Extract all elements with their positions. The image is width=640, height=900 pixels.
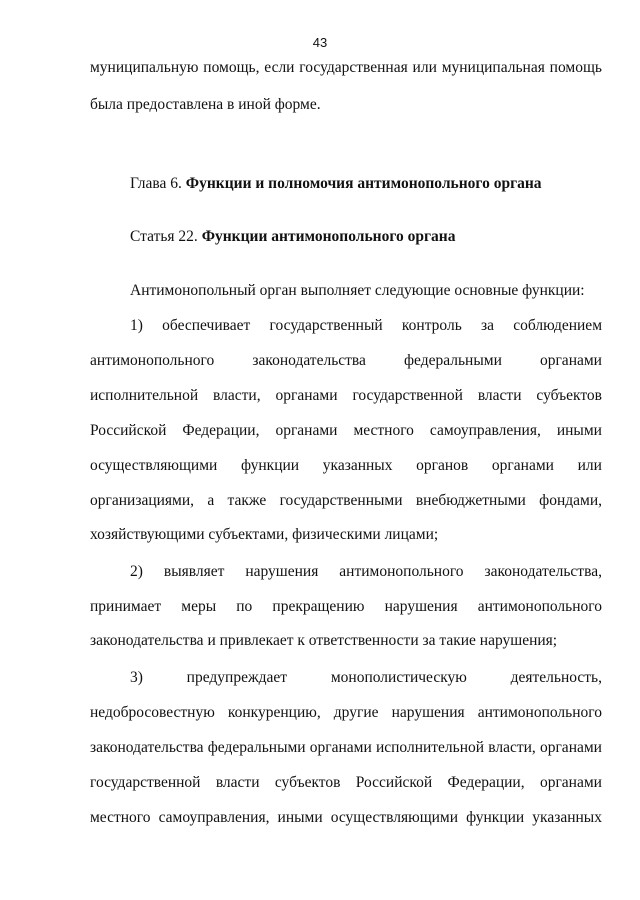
word: функции: [240, 457, 300, 474]
word: местного: [90, 809, 151, 826]
word: иными: [556, 422, 602, 439]
word: монополистическую: [330, 669, 467, 686]
text-line: [130, 316, 602, 336]
word: конкуренцию,: [227, 704, 321, 721]
word: органов: [416, 457, 469, 474]
word: также: [227, 492, 267, 509]
word: субъектов: [274, 774, 341, 791]
word: нарушения: [245, 563, 319, 580]
word: антимонопольного: [477, 598, 602, 615]
text-line: законодательства и привлекает к ответственности за такие нарушения;: [90, 632, 558, 649]
word: указанных: [322, 457, 393, 474]
word: функции: [466, 809, 525, 826]
word: органами: [309, 739, 372, 756]
word: органами: [539, 774, 602, 791]
word: нарушения: [384, 598, 458, 615]
word: исполнительной: [90, 387, 199, 404]
word: предупреждает: [186, 669, 288, 686]
word: государственной: [90, 774, 201, 791]
word: если: [264, 59, 295, 76]
word: недобросовестную: [90, 704, 215, 721]
word: муниципальная: [441, 59, 545, 76]
text-line: [90, 58, 602, 78]
word: выявляет: [163, 563, 225, 580]
word: власти,: [213, 387, 261, 404]
word: фондами,: [539, 492, 602, 509]
text-line: [90, 491, 602, 511]
word: организациями,: [90, 492, 195, 509]
word: иными: [277, 809, 323, 826]
article-heading: [130, 227, 602, 247]
word: указанных: [532, 809, 602, 826]
text-line: Антимонопольный орган выполняет следующие основные функции:: [130, 282, 585, 299]
word: помощь,: [203, 59, 260, 76]
word: исполнительной: [375, 739, 485, 756]
word: осуществляющими: [330, 809, 459, 826]
text-line: [90, 456, 602, 476]
word: органами: [275, 387, 338, 404]
word: муниципальную: [90, 59, 199, 76]
word: органами: [539, 739, 602, 756]
word: законодательства: [252, 352, 366, 369]
word: внебюджетными: [415, 492, 526, 509]
text-line: [130, 562, 602, 582]
word: государственными: [279, 492, 403, 509]
word: власти,: [488, 739, 536, 756]
word: государственная: [299, 59, 408, 76]
word: самоуправления,: [158, 809, 270, 826]
text-line: [130, 668, 602, 688]
word: помощь: [549, 59, 602, 76]
word: субъектов: [536, 387, 602, 404]
text-line: [90, 386, 602, 406]
word: а: [207, 492, 215, 509]
text-line: [90, 421, 602, 441]
word: самоуправления,: [429, 422, 541, 439]
word: Российской: [355, 774, 433, 791]
word: антимонопольного: [339, 563, 464, 580]
word: власти: [477, 387, 522, 404]
word: 3): [130, 669, 143, 686]
word: власти: [215, 774, 260, 791]
word: государственной: [352, 387, 463, 404]
word: осуществляющими: [90, 457, 218, 474]
word: 2): [130, 563, 143, 580]
word: антимонопольного: [90, 352, 215, 369]
word: органами: [491, 457, 554, 474]
word: законодательства: [90, 739, 204, 756]
word: нарушения: [391, 704, 465, 721]
word: законодательства,: [484, 563, 602, 580]
article-prefix: Статья 22.: [130, 228, 198, 245]
text-line: [90, 773, 602, 793]
article-title: Функции антимонопольного органа: [201, 228, 456, 245]
word: соблюдением: [513, 317, 602, 334]
word: органами: [275, 422, 338, 439]
text-line: [90, 703, 602, 723]
word: федеральными: [207, 739, 306, 756]
word: 1): [130, 317, 143, 334]
word: государственный: [269, 317, 383, 334]
word: или: [412, 59, 437, 76]
word: органами: [539, 352, 602, 369]
word: Российской: [90, 422, 167, 439]
text-line: [90, 597, 602, 617]
word: прекращению: [272, 598, 365, 615]
word: Федерации,: [182, 422, 260, 439]
word: меры: [181, 598, 217, 615]
text-line: [90, 738, 602, 758]
word: обеспечивает: [162, 317, 251, 334]
chapter-title: Функции и полномочия антимонопольного органа: [185, 175, 542, 192]
word: Федерации,: [447, 774, 525, 791]
text-line: была предоставлена в иной форме.: [90, 96, 321, 113]
word: контроль: [401, 317, 462, 334]
text-line: [90, 808, 602, 828]
page-number: 43: [312, 35, 328, 50]
chapter-prefix: Глава 6.: [130, 175, 182, 192]
word: антимонопольного: [477, 704, 602, 721]
word: местного: [353, 422, 414, 439]
text-line: [90, 351, 602, 371]
word: федеральными: [404, 352, 502, 369]
text-line: хозяйствующими субъектами, физическими лицами;: [90, 526, 439, 543]
word: или: [577, 457, 602, 474]
word: за: [481, 317, 495, 334]
chapter-heading: [130, 174, 602, 194]
word: по: [236, 598, 253, 615]
word: другие: [333, 704, 379, 721]
word: принимает: [90, 598, 162, 615]
word: деятельность,: [510, 669, 602, 686]
